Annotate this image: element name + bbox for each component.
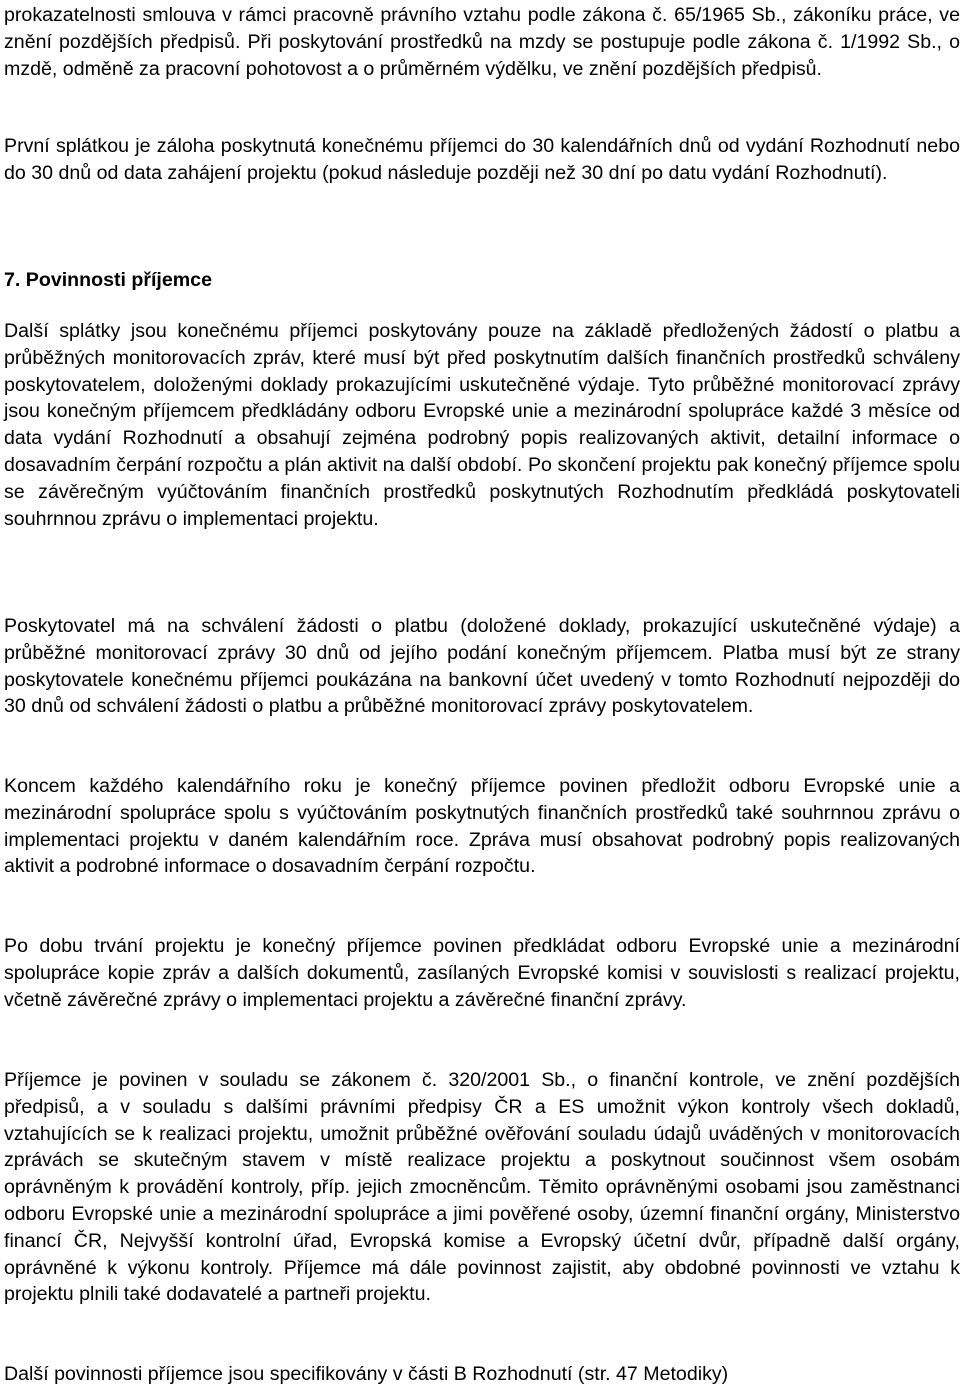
section-heading: 7. Povinnosti příjemce	[4, 269, 212, 291]
further-installments-paragraph: Další splátky jsou konečnému příjemci poskytovány pouze na základě předložených žádostí o platbu a průběžných monitorovacích zpráv, které musí být před poskytnutím dalších finančních prostředků schváleny poskytovatelem, doloženými doklady prokazujícími uskutečněné výdaje. Tyto průběžné monitorovací zprávy jsou konečným příjemcem předkládány odboru Evropské unie a mezinárodní spolupráce každé 3 měsíce od data vydání Rozhodnutí a obsahují zejména podrobný popis realizovaných aktivit, detailní informace o dosavadním čerpání rozpočtu a plán aktivit na další období. Po skončení projektu pak konečný příjemce spolu se závěrečným vyúčtováním finančních prostředků poskytnutých Rozhodnutím předkládá poskytovateli souhrnnou zprávu o implementaci projektu.	[4, 320, 960, 530]
approval-paragraph: Poskytovatel má na schválení žádosti o platbu (doložené doklady, prokazující uskutečněné výdaje) a průběžné monitorovací zprávy 30 dnů od jejího podání konečným příjemcem. Platba musí být ze strany poskytovatele konečnému příjemci poukázána na bankovní účet uvedený v tomto Rozhodnutí nejpozději do 30 dnů od schválení žádosti o platbu a průběžné monitorovací zprávy poskytovatelem.	[4, 615, 960, 718]
closing-line: Další povinnosti příjemce jsou specifikovány v části B Rozhodnutí (str. 47 Metodiky)	[4, 1363, 729, 1385]
year-end-paragraph: Koncem každého kalendářního roku je konečný příjemce povinen předložit odboru Evropské unie a mezinárodní spolupráce spolu s vyúčtováním poskytnutých finančních prostředků také souhrnnou zprávu o implementaci projektu v daném kalendářním roce. Zpráva musí obsahovat podrobný popis realizovaných aktivit a podrobné informace o dosavadním čerpání rozpočtu.	[4, 775, 960, 878]
first-installment-paragraph: První splátkou je záloha poskytnutá konečnému příjemci do 30 kalendářních dnů od vydání Rozhodnutí nebo do 30 dnů od data zahájení projektu (pokud následuje později než 30 dní po datu vydání Rozhodnutí).	[4, 135, 960, 184]
duration-paragraph: Po dobu trvání projektu je konečný příjemce povinen předkládat odboru Evropské unie a mezinárodní spolupráce kopie zpráv a dalších dokumentů, zasílaných Evropské komisi v souvislosti s realizací projektu, včetně závěrečné zprávy o implementaci projektu a závěrečné finanční zprávy.	[4, 935, 960, 1011]
control-paragraph: Příjemce je povinen v souladu se zákonem č. 320/2001 Sb., o finanční kontrole, ve znění pozdějších předpisů, a v souladu s dalšími právními předpisy ČR a ES umožnit výkon kontroly všech dokladů, vztahujících se k realizaci projektu, umožnit průběžné ověřování souladu údajů uváděných v monitorovacích zprávách se skutečným stavem v místě realizace projektu a poskytnout součinnost všem osobám oprávněným k provádění kontroly, příp. jejich zmocněncům. Těmito oprávněnými osobami jsou zaměstnanci odboru Evropské unie a mezinárodní spolupráce a jimi pověřené osoby, územní finanční orgány, Ministerstvo financí ČR, Nejvyšší kontrolní úřad, Evropská komise a Evropský účetní dvůr, případně další orgány, oprávněné k výkonu kontroly. Příjemce má dále povinnost zajistit, aby obdobné povinnosti ve vztahu k projektu plnili také dodavatelé a partneři projektu.	[4, 1069, 960, 1306]
intro-paragraph: prokazatelnosti smlouva v rámci pracovně právního vztahu podle zákona č. 65/1965 Sb., zákoníku práce, ve znění pozdějších předpisů. Při poskytování prostředků na mzdy se postupuje podle zákona č. 1/1992 Sb., o mzdě, odměně za pracovní pohotovost a o průměrném výdělku, ve znění pozdějších předpisů.	[4, 4, 960, 80]
